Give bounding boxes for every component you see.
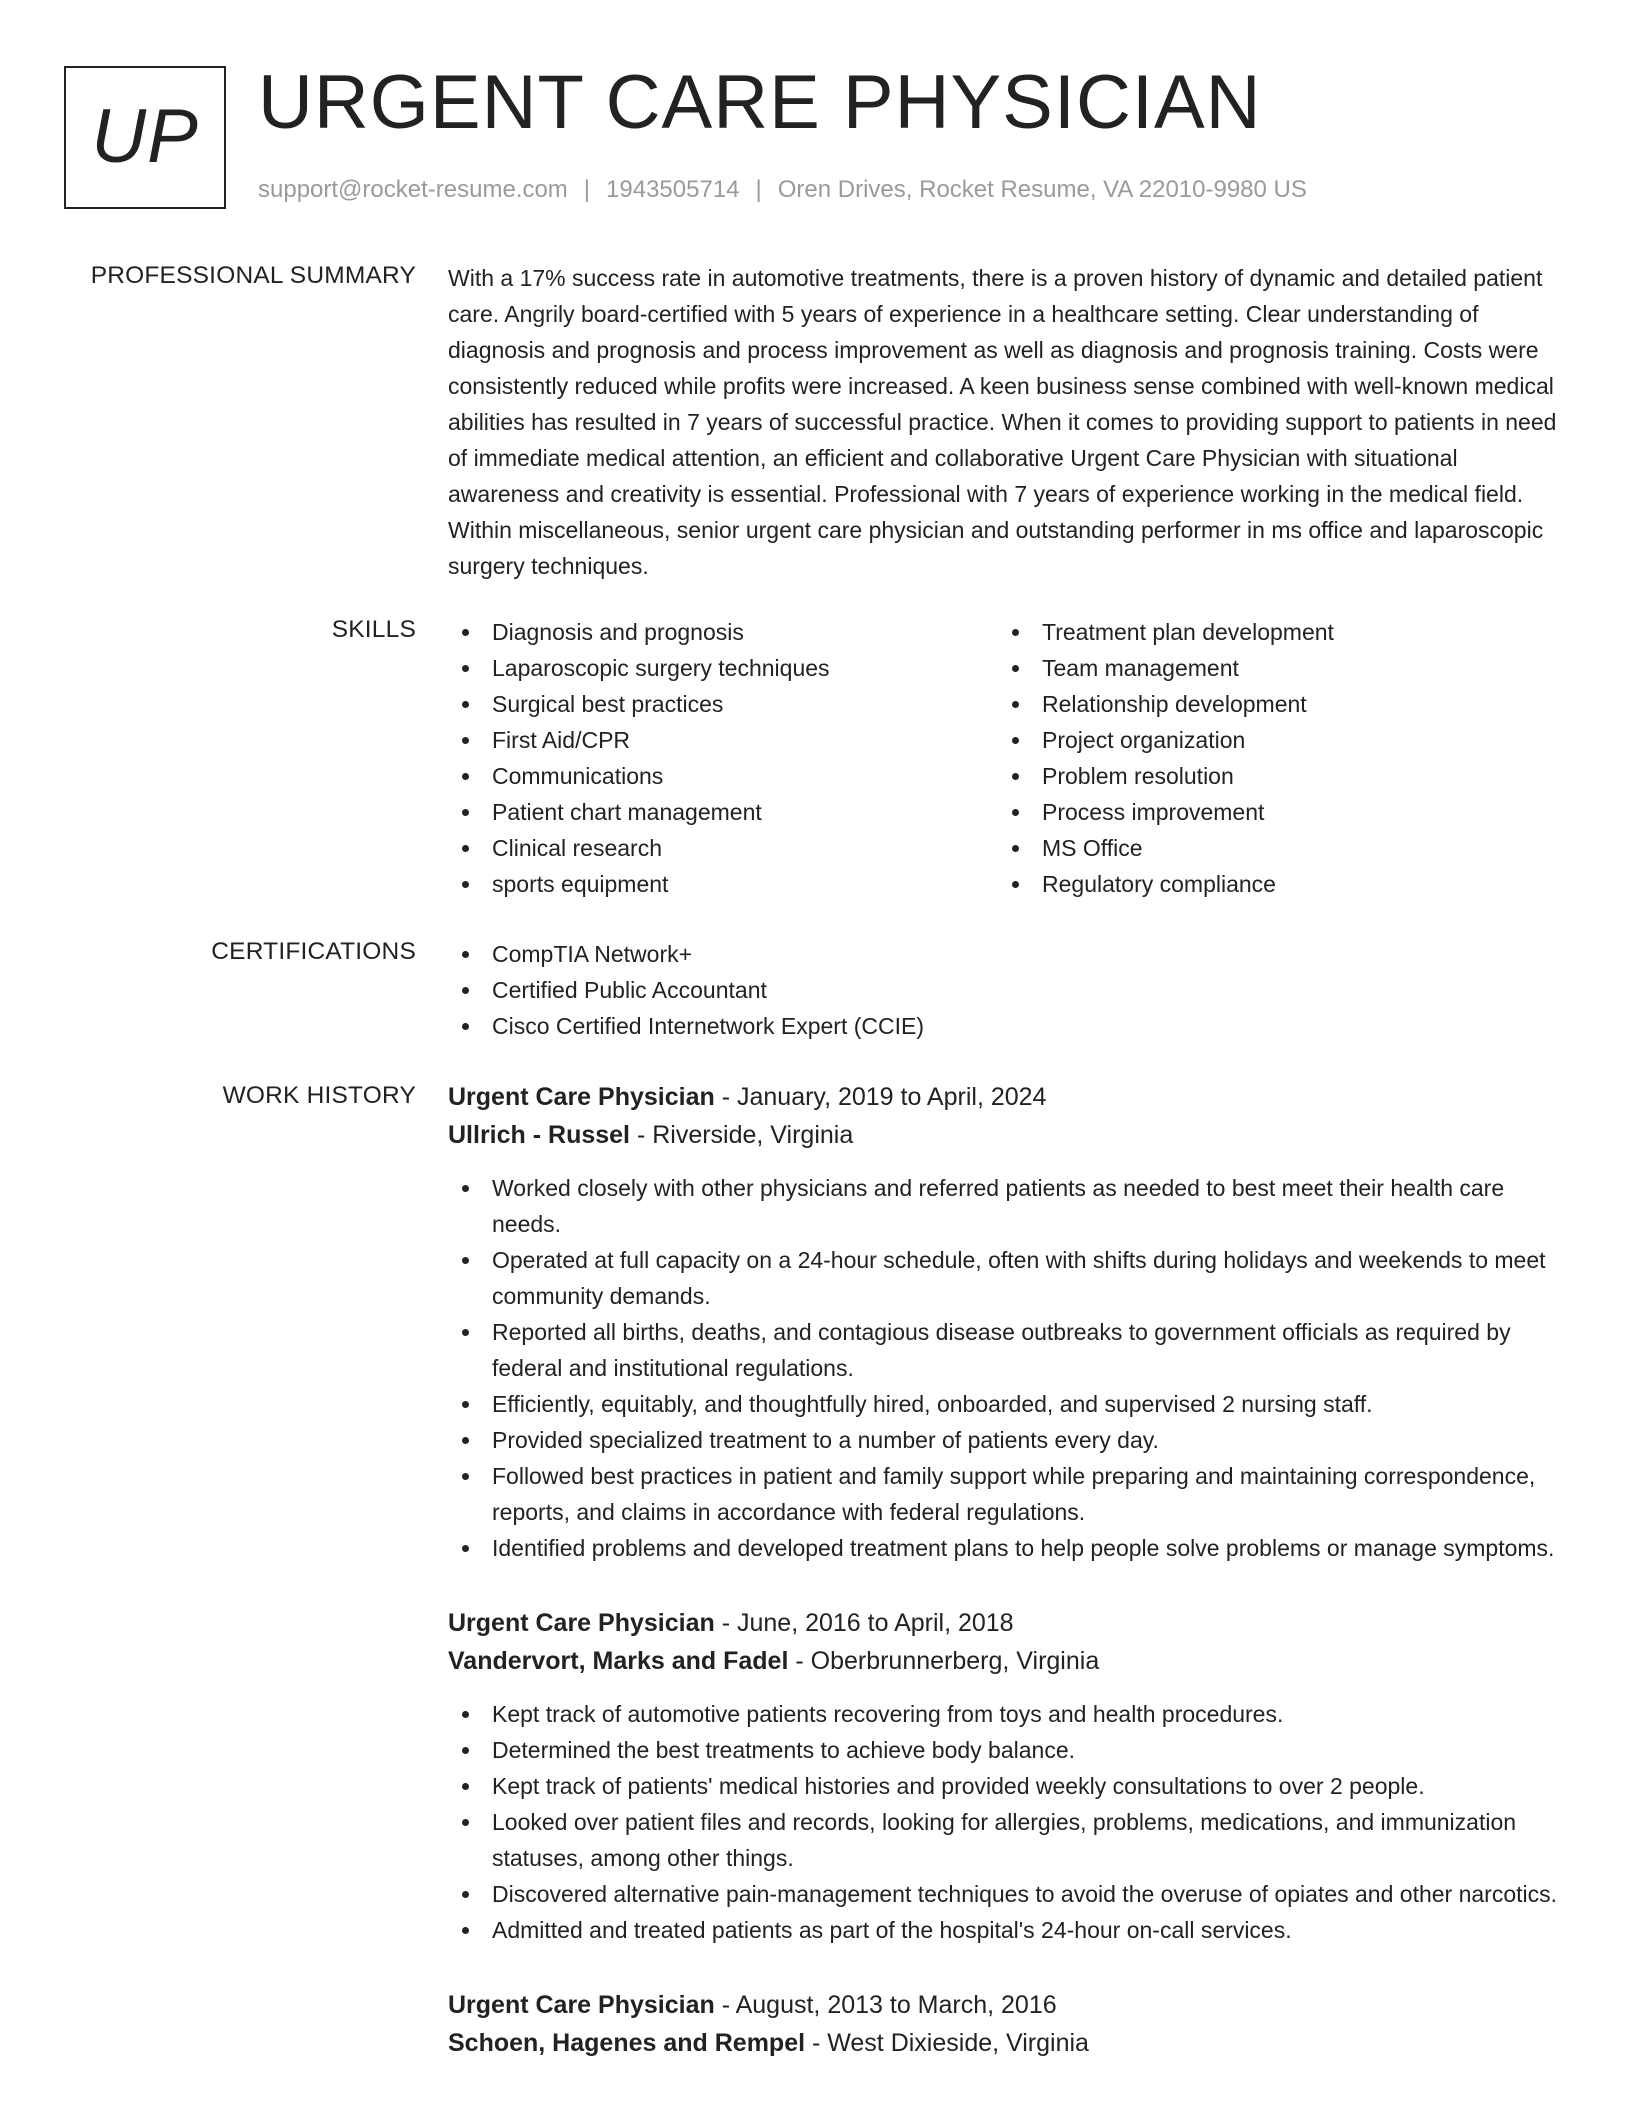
certifications-body [448,936,1566,1044]
job-dates: - June, 2016 to April, 2018 [714,1609,1014,1637]
work-history-heading: WORK HISTORY [222,1082,416,1109]
certification-item: Certified Public Accountant [448,972,1566,1008]
job-company: Schoen, Hagenes and Rempel [448,2029,806,2057]
skill-item: Process improvement [998,794,1548,830]
job-location: - Riverside, Virginia [630,1121,854,1149]
contact-email: support@rocket-resume.com [258,176,568,203]
job-dates: - January, 2019 to April, 2024 [714,1083,1047,1111]
job-title-line [448,1986,1566,2024]
job-company-line [448,1116,1566,1154]
certification-item: Cisco Certified Internetwork Expert (CCIE) [448,1008,1566,1044]
skill-item: MS Office [998,830,1548,866]
job-duties-list [448,1696,1566,1948]
job-company: Vandervort, Marks and Fadel [448,1647,789,1675]
skill-item: Relationship development [998,686,1548,722]
skills-list-left [448,614,998,902]
skill-item: Patient chart management [448,794,998,830]
job-company: Ullrich - Russel [448,1121,630,1149]
job-title-line [448,1604,1566,1642]
summary-heading: PROFESSIONAL SUMMARY [90,262,416,289]
job-duty-item: Followed best practices in patient and family support while preparing and maintaining correspondence, reports, and claims in accordance with federal regulations. [448,1458,1566,1530]
job-title: Urgent Care Physician [448,1609,715,1637]
job-duty-item: Operated at full capacity on a 24-hour schedule, often with shifts during holidays and weekends to meet community demands. [448,1242,1566,1314]
skill-item: Team management [998,650,1548,686]
skill-item: Diagnosis and prognosis [448,614,998,650]
monogram-box [64,66,226,209]
job-duty-item: Admitted and treated patients as part of the hospital's 24-hour on-call services. [448,1912,1566,1948]
skills-columns [448,614,1566,902]
job-location: - Oberbrunnerberg, Virginia [788,1647,1100,1675]
certifications-list [448,936,1566,1044]
skill-item: Communications [448,758,998,794]
job-duty-item: Identified problems and developed treatment plans to help people solve problems or manage symptoms. [448,1530,1566,1566]
certifications-heading: CERTIFICATIONS [211,938,416,965]
job-duty-item: Efficiently, equitably, and thoughtfully hired, onboarded, and supervised 2 nursing staff. [448,1386,1566,1422]
job-duty-item: Provided specialized treatment to a number of patients every day. [448,1422,1566,1458]
skill-item: Laparoscopic surgery techniques [448,650,998,686]
skills-heading: SKILLS [331,616,416,643]
contact-line [258,176,1307,204]
job-dates: - August, 2013 to March, 2016 [714,1991,1057,2019]
summary-text: With a 17% success rate in automotive treatments, there is a proven history of dynamic and detailed patient care. Angrily board-certified with 5 years of experience in a healthcare setting. Clear understanding of diagnosis and prognosis and process improvement as well as diagnosis and prognosis training. Costs were consistently reduced while profits were increased. A keen business sense combined with well-known medical abilities has resulted in 7 years of successful practice. When it comes to providing support to patients in need of immediate medical attention, an efficient and collaborative Urgent Care Physician with situational awareness and creativity is essential. Professional with 7 years of experience working in the medical field. Within miscellaneous, senior urgent care physician and outstanding performer in ms office and laparoscopic surgery techniques. [448,265,1557,579]
job-title: Urgent Care Physician [448,1083,715,1111]
contact-separator: | [583,176,591,203]
job-entry [448,1604,1566,1948]
skill-item: sports equipment [448,866,998,902]
skill-item: Treatment plan development [998,614,1548,650]
contact-phone: 1943505714 [606,176,740,203]
job-duty-item: Kept track of patients' medical histories and provided weekly consultations to over 2 people. [448,1768,1566,1804]
skill-item: Problem resolution [998,758,1548,794]
skill-item: Regulatory compliance [998,866,1548,902]
job-title: Urgent Care Physician [448,1991,715,2019]
job-company-line [448,2024,1566,2062]
certification-item: CompTIA Network+ [448,936,1566,972]
job-duties-list [448,1170,1566,1566]
job-company-line [448,1642,1566,1680]
job-entry [448,1986,1566,2062]
contact-separator: | [755,176,762,203]
job-duty-item: Determined the best treatments to achieve body balance. [448,1732,1566,1768]
skill-item: Project organization [998,722,1548,758]
job-duty-item: Worked closely with other physicians and referred patients as needed to best meet their health care needs. [448,1170,1566,1242]
skills-list-right [998,614,1548,902]
skill-item: Clinical research [448,830,998,866]
monogram-initials: UP [91,94,199,179]
skill-item: Surgical best practices [448,686,998,722]
job-duty-item: Kept track of automotive patients recovering from toys and health procedures. [448,1696,1566,1732]
contact-address: Oren Drives, Rocket Resume, VA 22010-9980 US [777,176,1307,203]
skill-item: First Aid/CPR [448,722,998,758]
work-history-body [448,1078,1566,2062]
job-title-line [448,1078,1566,1116]
job-duty-item: Reported all births, deaths, and contagious disease outbreaks to government officials as required by federal and institutional regulations. [448,1314,1566,1386]
resume-name: URGENT CARE PHYSICIAN [258,60,1262,145]
job-entry [448,1078,1566,1566]
job-duty-item: Discovered alternative pain-management techniques to avoid the overuse of opiates and other narcotics. [448,1876,1566,1912]
job-location: - West Dixieside, Virginia [805,2029,1089,2057]
job-duty-item: Looked over patient files and records, looking for allergies, problems, medications, and immunization statuses, among other things. [448,1804,1566,1876]
